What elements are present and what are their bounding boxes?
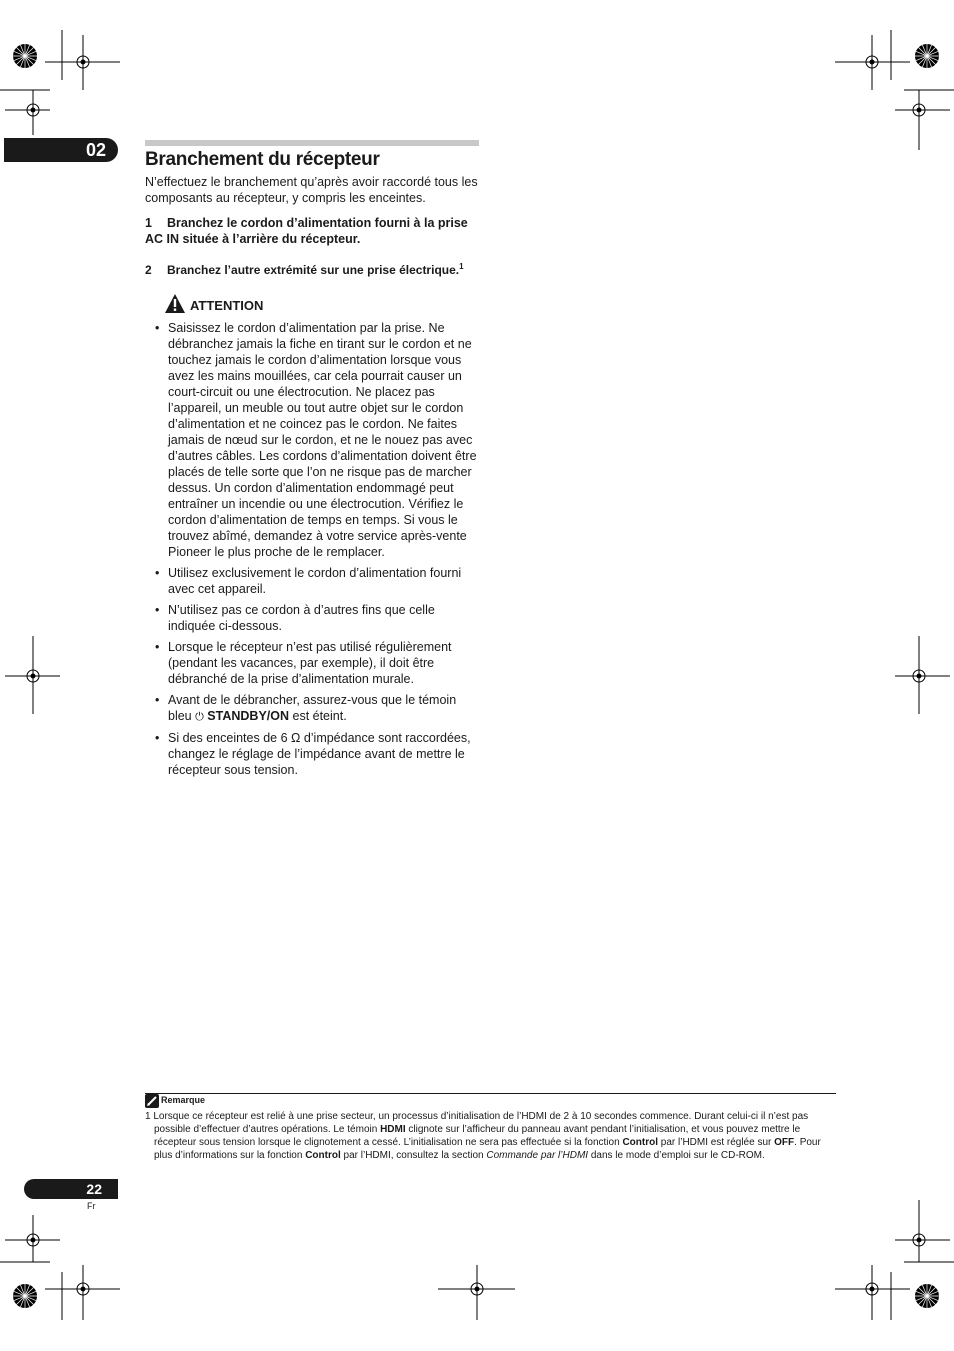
caution-list	[155, 320, 480, 783]
page-number: 22	[24, 1179, 118, 1199]
standby-label: STANDBY/ON	[207, 709, 290, 723]
step-number: 1	[145, 216, 152, 230]
chapter-number: 02	[85, 140, 106, 160]
footnote-fragment: Lorsque ce récepteur est relié à une prise secteur, un processus d’initialisation de l’HDMI de 2 à 10 secondes commence. Durant celui-ci il n’est pas possible d’effectuer d’autres opérations. Le témoin	[153, 1111, 809, 1135]
intro-paragraph: N’effectuez le branchement qu’après avoir raccordé tous les composants au récepteur, y compris les enceintes.	[145, 175, 478, 205]
footnote-fragment: par l’HDMI, consultez la section	[340, 1150, 487, 1161]
bullet-text: est éteint.	[289, 709, 347, 723]
warning-triangle-icon	[165, 294, 185, 313]
list-item: • Utilisez exclusivement le cordon d’alimentation fourni avec cet appareil.	[155, 565, 480, 597]
step-text: Branchez le cordon d’alimentation fourni à la prise AC IN située à l’arrière du récepteur.	[145, 216, 468, 246]
power-icon: ⏻	[195, 710, 204, 723]
footnote-fragment: dans le mode d’emploi sur le CD-ROM.	[588, 1150, 765, 1161]
note-label: Remarque	[161, 1095, 206, 1105]
footnote	[145, 1110, 836, 1162]
footnote-fragment: Control	[305, 1150, 341, 1161]
bullet-text: Avant de le débrancher, assurez-vous que le témoin bleu	[168, 693, 457, 723]
footnote-fragment: HDMI	[380, 1124, 406, 1135]
footnote-text	[145, 1110, 836, 1162]
step-2	[145, 259, 480, 278]
step-number: 2	[145, 263, 152, 277]
footnote-fragment: par l’HDMI est réglée sur	[657, 1137, 775, 1148]
footnote-number: 1	[145, 1111, 151, 1122]
step-text: Branchez l’autre extrémité sur une prise électrique.	[167, 263, 460, 277]
caution-label: ATTENTION	[190, 298, 264, 313]
section-rule	[145, 140, 479, 146]
footnote-rule	[145, 1093, 836, 1094]
footnote-fragment: clignote sur l’afficheur du panneau avant pendant l’initialisation, et vous pouvez mettre le récepteur sous tension lorsque le clignotement a cessé. L’initialisation ne sera pas effectuée si la fonction	[154, 1124, 801, 1148]
footnote-fragment: Commande par l’HDMI	[486, 1150, 589, 1161]
language-code: Fr	[87, 1201, 96, 1211]
list-item: • Saisissez le cordon d’alimentation par la prise. Ne débranchez jamais la fiche en tirant sur le cordon et ne touchez jamais le cordon d’alimentation lorsque vous avez les mains mouillées, car cela pourrait causer un court-circuit ou une électrocution. Ne placez pas l’appareil, un meuble ou tout autre objet sur le cordon d’alimentation et ne coincez pas le cordon. Ne faites jamais de nœud sur le cordon, et ne le nouez pas avec d’autres câbles. Les cordons d’alimentation doivent être placés de telle sorte que l’on ne risque pas de marcher dessus. Un cordon d’alimentation endommagé peut entraîner un incendie ou une électrocution. Vérifiez le cordon d’alimentation de temps en temps. Si vous le trouvez abîmé, demandez à votre service après-vente Pioneer le plus proche de le remplacer.	[155, 320, 480, 560]
page-title: Branchement du récepteur	[145, 149, 380, 170]
step-1	[145, 215, 480, 247]
chapter-tab	[4, 138, 118, 162]
list-item: • N’utilisez pas ce cordon à d’autres fins que celle indiquée ci-dessous.	[155, 602, 480, 634]
list-item	[155, 692, 480, 725]
footnote-fragment: . Pour plus d’informations sur la fonction	[154, 1137, 821, 1161]
footnote-fragment: Control	[622, 1137, 658, 1148]
note-pencil-icon	[145, 1094, 159, 1108]
list-item: • Lorsque le récepteur n’est pas utilisé régulièrement (pendant les vacances, par exemple), il doit être débranché de la prise d’alimentation murale.	[155, 639, 480, 687]
footnote-fragment: OFF	[774, 1137, 795, 1148]
footnote-ref: 1	[459, 262, 464, 271]
list-item: • Si des enceintes de 6 Ω d’impédance sont raccordées, changez le réglage de l’impédance avant de mettre le récepteur sous tension.	[155, 730, 480, 778]
